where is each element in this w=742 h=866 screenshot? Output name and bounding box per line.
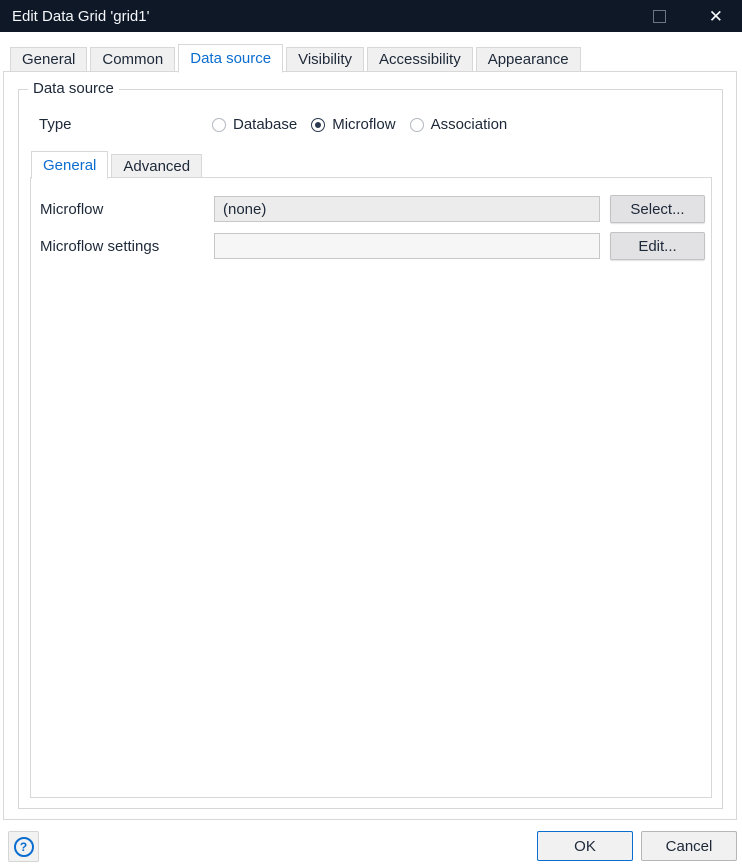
microflow-value-field[interactable]: [214, 196, 600, 222]
window-title: Edit Data Grid 'grid1': [12, 7, 150, 25]
radio-database-label: Database: [233, 116, 298, 133]
edit-settings-button[interactable]: Edit...: [610, 232, 705, 260]
inner-tab-advanced[interactable]: Advanced: [111, 154, 202, 178]
radio-association-label: Association: [430, 116, 508, 133]
help-button[interactable]: [8, 831, 39, 862]
radio-circle-checked-icon: [311, 118, 325, 132]
radio-database[interactable]: [212, 116, 297, 133]
title-bar: [0, 0, 742, 32]
tab-accessibility[interactable]: Accessibility: [367, 47, 473, 72]
data-source-groupbox: [18, 80, 723, 809]
inner-tab-general[interactable]: General: [31, 151, 108, 179]
microflow-row: [40, 195, 711, 223]
microflow-settings-label: Microflow settings: [40, 237, 160, 255]
tab-data-source[interactable]: Data source: [178, 44, 283, 73]
radio-circle-icon: [212, 118, 226, 132]
microflow-general-panel: [30, 177, 712, 798]
groupbox-legend: Data source: [28, 80, 119, 97]
microflow-settings-row: [40, 232, 711, 260]
dialog-tab-strip: [10, 44, 742, 72]
radio-circle-icon: [410, 118, 424, 132]
microflow-settings-value-field[interactable]: [214, 233, 600, 259]
radio-microflow-label: Microflow: [332, 116, 396, 133]
tab-visibility[interactable]: Visibility: [286, 47, 364, 72]
tab-common[interactable]: Common: [90, 47, 175, 72]
data-source-tab-page: [3, 71, 737, 820]
type-row: [39, 116, 722, 133]
tab-general[interactable]: General: [10, 47, 87, 72]
close-icon[interactable]: ✕: [708, 6, 723, 26]
dialog-footer: [0, 820, 742, 866]
select-microflow-button[interactable]: Select...: [610, 195, 705, 223]
cancel-button[interactable]: Cancel: [641, 831, 737, 861]
microflow-tab-strip: [31, 151, 205, 178]
radio-microflow[interactable]: [311, 116, 395, 133]
tab-appearance[interactable]: Appearance: [476, 47, 581, 72]
help-icon: ?: [14, 837, 34, 857]
ok-button[interactable]: OK: [537, 831, 633, 861]
window-controls: [653, 8, 742, 25]
radio-association[interactable]: [410, 116, 508, 133]
type-label: Type: [39, 116, 72, 133]
maximize-icon[interactable]: [653, 10, 666, 23]
microflow-label: Microflow: [40, 200, 104, 218]
